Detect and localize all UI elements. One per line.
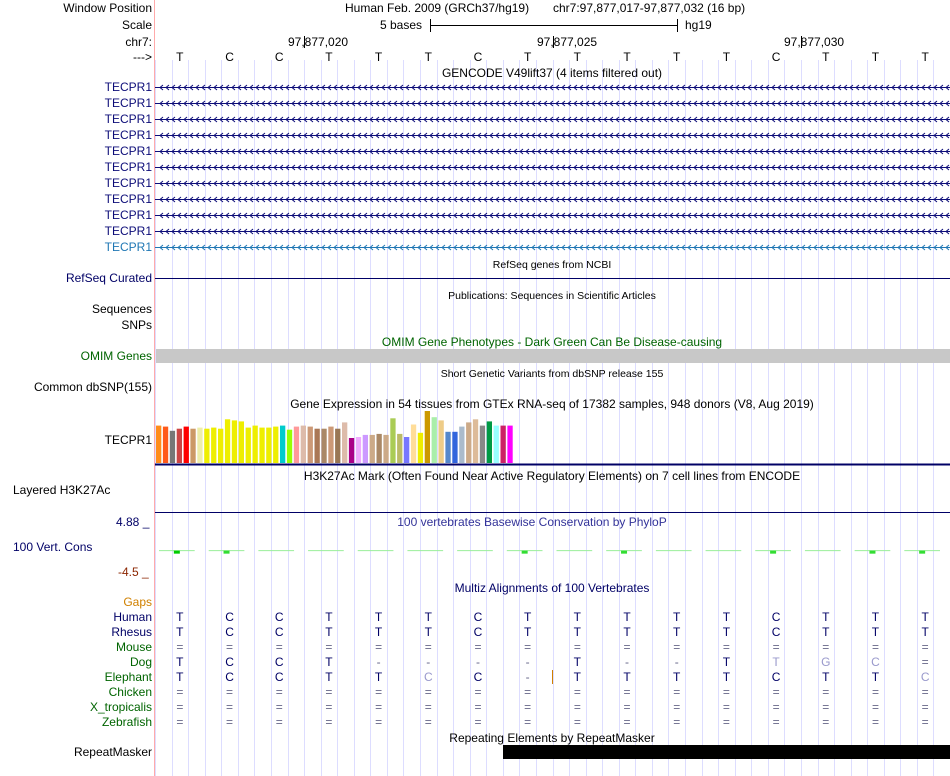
- alignment-base: T: [623, 625, 631, 639]
- alignment-base: =: [623, 715, 631, 729]
- chrom-label: chr7:: [125, 35, 152, 49]
- alignment-base: C: [771, 610, 781, 624]
- gtex-bar[interactable]: [501, 426, 506, 463]
- alignment-base: T: [871, 670, 880, 684]
- gtex-bar[interactable]: [177, 429, 182, 463]
- conservation-label[interactable]: 100 Vert. Cons: [13, 540, 93, 554]
- position-text: chr7:97,877,017-97,877,032 (16 bp): [553, 1, 746, 15]
- base-letter: C: [225, 50, 234, 64]
- gtex-bar[interactable]: [335, 429, 340, 463]
- gtex-bar[interactable]: [507, 426, 512, 463]
- base-letter: T: [325, 50, 333, 64]
- gencode-transcript-label[interactable]: TECPR1: [104, 176, 152, 190]
- alignment-base: =: [573, 685, 581, 699]
- gtex-bar[interactable]: [266, 428, 271, 463]
- base-letter: T: [822, 50, 830, 64]
- alignment-base: =: [375, 700, 383, 714]
- base-letter: T: [176, 50, 184, 64]
- h3k27ac-label[interactable]: Layered H3K27Ac: [13, 483, 111, 497]
- alignment-base: T: [722, 610, 731, 624]
- alignment-base: T: [325, 670, 333, 684]
- alignment-base: C: [274, 655, 284, 669]
- alignment-base: =: [871, 685, 879, 699]
- gtex-bar[interactable]: [225, 419, 230, 463]
- alignment-base: =: [474, 700, 482, 714]
- alignment-base: T: [673, 610, 681, 624]
- alignment-base: T: [424, 625, 432, 639]
- base-letter: T: [573, 50, 582, 64]
- conservation-score[interactable]: [869, 551, 875, 554]
- gtex-bar[interactable]: [328, 427, 333, 463]
- alignment-base: =: [275, 700, 283, 714]
- gencode-transcript-label[interactable]: TECPR1: [104, 240, 152, 254]
- alignment-base: C: [771, 670, 781, 684]
- base-letter: T: [871, 50, 880, 64]
- alignment-base: C: [771, 625, 781, 639]
- conservation-score[interactable]: [522, 551, 528, 554]
- gtex-bar[interactable]: [342, 422, 347, 463]
- alignment-base: =: [673, 700, 681, 714]
- alignment-base: T: [772, 655, 780, 669]
- gtex-bar[interactable]: [452, 432, 457, 463]
- alignment-base: =: [325, 700, 333, 714]
- alignment-base: T: [325, 655, 333, 669]
- gtex-bar[interactable]: [494, 426, 499, 463]
- alignment-base: =: [226, 700, 234, 714]
- gencode-transcript-label[interactable]: TECPR1: [104, 80, 152, 94]
- tick-label: 97,877,030: [784, 35, 845, 49]
- gtex-bar[interactable]: [377, 434, 382, 463]
- alignment-base: =: [226, 685, 234, 699]
- alignment-base: =: [524, 715, 532, 729]
- alignment-base: C: [225, 625, 234, 639]
- repeatmasker-block[interactable]: [503, 745, 950, 759]
- alignment-base: T: [573, 625, 582, 639]
- alignment-base: -: [376, 655, 381, 669]
- alignment-base: T: [921, 625, 929, 639]
- tick-label: 97,877,020: [288, 35, 349, 49]
- gtex-bar[interactable]: [280, 426, 285, 463]
- alignment-base: C: [274, 610, 284, 624]
- alignment-base: =: [524, 700, 532, 714]
- species-label[interactable]: Rhesus: [111, 625, 152, 639]
- alignment-base: T: [523, 610, 532, 624]
- alignment-base: =: [623, 700, 631, 714]
- alignment-base: =: [226, 715, 234, 729]
- alignment-base: =: [623, 640, 631, 654]
- alignment-base: =: [623, 685, 631, 699]
- alignment-base: C: [225, 610, 234, 624]
- alignment-base: -: [475, 655, 480, 669]
- species-label[interactable]: Dog: [129, 655, 152, 669]
- alignment-base: =: [921, 685, 929, 699]
- gtex-bar[interactable]: [390, 418, 395, 463]
- alignment-base: =: [424, 640, 432, 654]
- alignment-base: =: [722, 685, 730, 699]
- alignment-base: C: [920, 670, 930, 684]
- alignment-base: =: [524, 685, 532, 699]
- alignment-base: =: [176, 640, 184, 654]
- gtex-bar[interactable]: [473, 419, 478, 463]
- alignment-base: T: [673, 625, 681, 639]
- gtex-bar[interactable]: [356, 437, 361, 463]
- alignment-base: =: [375, 685, 383, 699]
- alignment-base: T: [822, 610, 830, 624]
- alignment-base: =: [226, 640, 234, 654]
- alignment-base: =: [474, 685, 482, 699]
- alignment-base: T: [722, 670, 731, 684]
- alignment-base: =: [871, 700, 879, 714]
- alignment-base: =: [871, 715, 879, 729]
- alignment-base: T: [424, 610, 432, 624]
- conservation-score[interactable]: [919, 551, 925, 554]
- alignment-base: =: [822, 715, 830, 729]
- alignment-base: =: [275, 685, 283, 699]
- alignment-base: T: [822, 670, 830, 684]
- alignment-base: T: [523, 625, 532, 639]
- alignment-base: =: [275, 715, 283, 729]
- alignment-base: C: [473, 610, 483, 624]
- gtex-bar[interactable]: [445, 432, 450, 463]
- alignment-base: =: [275, 640, 283, 654]
- alignment-base: =: [573, 715, 581, 729]
- gencode-transcript-label[interactable]: TECPR1: [104, 192, 152, 206]
- alignment-base: C: [274, 625, 284, 639]
- alignment-base: C: [423, 670, 433, 684]
- gencode-transcript-label[interactable]: TECPR1: [104, 128, 152, 142]
- base-letter: T: [921, 50, 929, 64]
- alignment-base: T: [623, 610, 631, 624]
- gtex-bar[interactable]: [246, 428, 251, 463]
- alignment-base: =: [772, 700, 780, 714]
- alignment-base: T: [573, 610, 582, 624]
- alignment-base: =: [573, 700, 581, 714]
- gtex-bar[interactable]: [218, 429, 223, 463]
- alignment-base: =: [474, 640, 482, 654]
- gtex-bar[interactable]: [170, 431, 175, 463]
- h3k27ac-track-title[interactable]: H3K27Ac Mark (Often Found Near Active Regulatory Elements) on 7 cell lines from ENCODE: [303, 469, 801, 483]
- gtex-bar[interactable]: [349, 438, 354, 463]
- base-letter: C: [274, 50, 284, 64]
- gtex-bar[interactable]: [466, 422, 471, 463]
- gtex-bar[interactable]: [308, 427, 313, 463]
- alignment-base: C: [473, 625, 483, 639]
- alignment-base: T: [573, 655, 582, 669]
- alignment-base: =: [822, 700, 830, 714]
- base-letter: C: [771, 50, 781, 64]
- gtex-bar[interactable]: [253, 426, 258, 463]
- gtex-bar[interactable]: [259, 428, 264, 463]
- base-letter: T: [424, 50, 432, 64]
- base-letter: T: [673, 50, 681, 64]
- alignment-base: T: [176, 670, 184, 684]
- gtex-bar[interactable]: [383, 435, 388, 463]
- refseq-label[interactable]: RefSeq Curated: [65, 271, 152, 285]
- gencode-transcript-label[interactable]: TECPR1: [104, 224, 152, 238]
- alignment-base: C: [225, 655, 234, 669]
- alignment-base: T: [325, 610, 333, 624]
- alignment-base: T: [921, 610, 929, 624]
- alignment-base: =: [722, 715, 730, 729]
- species-label[interactable]: Chicken: [108, 685, 152, 699]
- window-position-label: Window Position: [63, 1, 152, 15]
- base-letter: T: [722, 50, 731, 64]
- gencode-transcript-label[interactable]: TECPR1: [104, 144, 152, 158]
- gencode-transcript-label[interactable]: TECPR1: [104, 208, 152, 222]
- gtex-bar[interactable]: [397, 434, 402, 463]
- alignment-base: =: [921, 700, 929, 714]
- gencode-transcript-label[interactable]: TECPR1: [104, 160, 152, 174]
- alignment-base: T: [374, 670, 383, 684]
- scale-label: Scale: [121, 18, 152, 32]
- gencode-track-title[interactable]: GENCODE V49lift37 (4 items filtered out): [441, 66, 663, 80]
- species-label[interactable]: Elephant: [104, 670, 152, 684]
- species-label[interactable]: Human: [113, 610, 152, 624]
- alignment-base: =: [325, 715, 333, 729]
- dbsnp-label[interactable]: Common dbSNP(155): [33, 380, 152, 394]
- alignment-base: =: [325, 640, 333, 654]
- alignment-base: -: [625, 655, 630, 669]
- dbsnp-track-title[interactable]: Short Genetic Variants from dbSNP release 155: [440, 368, 664, 380]
- alignment-base: =: [176, 715, 184, 729]
- alignment-base: =: [921, 715, 929, 729]
- gtex-bar[interactable]: [156, 426, 161, 463]
- gencode-transcript-label[interactable]: TECPR1: [104, 96, 152, 110]
- alignment-base: T: [374, 610, 383, 624]
- alignment-base: C: [473, 670, 483, 684]
- gtex-bar[interactable]: [190, 429, 195, 463]
- repeatmasker-track-title[interactable]: Repeating Elements by RepeatMasker: [449, 731, 655, 745]
- alignment-base: -: [674, 655, 679, 669]
- base-letter: T: [623, 50, 631, 64]
- gtex-bar[interactable]: [459, 427, 464, 463]
- alignment-base: =: [573, 640, 581, 654]
- alignment-base: T: [871, 610, 880, 624]
- alignment-base: T: [722, 625, 731, 639]
- alignment-base: =: [921, 655, 929, 669]
- alignment-base: =: [673, 640, 681, 654]
- gtex-bar[interactable]: [487, 421, 492, 463]
- gtex-bar[interactable]: [363, 435, 368, 463]
- alignment-base: =: [375, 640, 383, 654]
- conservation-min-label: -4.5 _: [118, 565, 149, 579]
- assembly-text: Human Feb. 2009 (GRCh37/hg19): [345, 1, 530, 15]
- base-letter: C: [473, 50, 483, 64]
- repeatmasker-label[interactable]: RepeatMasker: [73, 745, 152, 759]
- scale-bar-text: 5 bases: [380, 18, 423, 32]
- base-letter: T: [374, 50, 383, 64]
- alignment-base: =: [176, 700, 184, 714]
- alignment-base: =: [772, 715, 780, 729]
- gtex-bar[interactable]: [287, 430, 292, 463]
- conservation-max-label: 4.88 _: [116, 515, 150, 529]
- omim-label[interactable]: OMIM Genes: [80, 349, 152, 363]
- gtex-bar[interactable]: [411, 425, 416, 464]
- scale-db-text: hg19: [685, 18, 712, 32]
- gtex-bar[interactable]: [232, 420, 237, 463]
- snps-label[interactable]: SNPs: [121, 318, 152, 332]
- alignment-base: =: [375, 715, 383, 729]
- alignment-base: C: [225, 670, 234, 684]
- alignment-base: -: [426, 655, 431, 669]
- gtex-bar[interactable]: [184, 427, 189, 463]
- conservation-score[interactable]: [621, 551, 627, 554]
- gaps-label[interactable]: Gaps: [123, 595, 152, 609]
- alignment-base: T: [623, 670, 631, 684]
- gtex-bar[interactable]: [315, 429, 320, 463]
- alignment-base: T: [176, 610, 184, 624]
- alignment-base: =: [524, 640, 532, 654]
- gtex-bar[interactable]: [439, 420, 444, 463]
- gtex-bar[interactable]: [197, 428, 202, 463]
- conservation-track-title[interactable]: 100 vertebrates Basewise Conservation by PhyloP: [397, 515, 667, 529]
- gtex-bar[interactable]: [432, 417, 437, 463]
- alignment-base: =: [424, 685, 432, 699]
- gtex-label[interactable]: TECPR1: [104, 433, 152, 447]
- gtex-bar[interactable]: [239, 421, 244, 463]
- alignment-base: T: [374, 625, 383, 639]
- alignment-base: =: [871, 640, 879, 654]
- gtex-bar[interactable]: [425, 411, 430, 463]
- alignment-base: G: [821, 655, 831, 669]
- alignment-base: T: [325, 625, 333, 639]
- refseq-track-title[interactable]: RefSeq genes from NCBI: [492, 259, 612, 271]
- conservation-score[interactable]: [770, 551, 776, 554]
- conservation-score[interactable]: [224, 551, 230, 554]
- alignment-base: T: [176, 625, 184, 639]
- gtex-bar[interactable]: [404, 437, 409, 463]
- publications-track-title[interactable]: Publications: Sequences in Scientific Articles: [448, 290, 656, 302]
- tick-label: 97,877,025: [537, 35, 598, 49]
- species-label[interactable]: Mouse: [115, 640, 152, 654]
- alignment-base: =: [176, 685, 184, 699]
- alignment-base: =: [822, 640, 830, 654]
- gtex-track-title[interactable]: Gene Expression in 54 tissues from GTEx RNA-seq of 17382 samples, 948 donors (V8, Aug 2019): [290, 397, 814, 411]
- species-label[interactable]: X_tropicalis: [89, 700, 152, 714]
- alignment-base: C: [274, 670, 284, 684]
- alignment-base: T: [871, 625, 880, 639]
- alignment-base: =: [822, 685, 830, 699]
- alignment-base: T: [573, 670, 582, 684]
- base-letter: T: [523, 50, 532, 64]
- multiz-track-title[interactable]: Multiz Alignments of 100 Vertebrates: [454, 581, 650, 595]
- alignment-base: =: [722, 700, 730, 714]
- sequences-label[interactable]: Sequences: [91, 302, 152, 316]
- gtex-bar[interactable]: [418, 433, 423, 463]
- gencode-transcript-label[interactable]: TECPR1: [104, 112, 152, 126]
- alignment-base: T: [822, 625, 830, 639]
- alignment-base: =: [474, 715, 482, 729]
- alignment-base: =: [722, 640, 730, 654]
- alignment-base: =: [424, 700, 432, 714]
- gtex-bar[interactable]: [163, 427, 168, 463]
- alignment-base: =: [772, 685, 780, 699]
- gtex-bar[interactable]: [301, 426, 306, 463]
- alignment-base: =: [772, 640, 780, 654]
- alignment-base: =: [673, 685, 681, 699]
- conservation-score[interactable]: [174, 551, 180, 554]
- omim-bar[interactable]: [156, 349, 950, 363]
- alignment-base: -: [525, 670, 530, 684]
- species-label[interactable]: Zebrafish: [101, 715, 152, 729]
- alignment-base: T: [722, 655, 731, 669]
- alignment-base: T: [673, 670, 681, 684]
- gtex-bar[interactable]: [204, 429, 209, 463]
- strand-label: --->: [133, 50, 152, 64]
- alignment-base: =: [673, 715, 681, 729]
- alignment-base: =: [424, 715, 432, 729]
- omim-track-title[interactable]: OMIM Gene Phenotypes - Dark Green Can Be Disease-causing: [381, 335, 723, 349]
- alignment-base: =: [325, 685, 333, 699]
- gtex-bar[interactable]: [370, 435, 375, 463]
- gtex-bar[interactable]: [211, 428, 216, 463]
- gtex-bar[interactable]: [321, 429, 326, 463]
- gtex-bar[interactable]: [294, 427, 299, 463]
- gtex-bar[interactable]: [273, 427, 278, 463]
- alignment-base: =: [921, 640, 929, 654]
- alignment-base: C: [871, 655, 880, 669]
- alignment-base: T: [176, 655, 184, 669]
- alignment-base: -: [525, 655, 530, 669]
- gtex-bar[interactable]: [480, 426, 485, 463]
